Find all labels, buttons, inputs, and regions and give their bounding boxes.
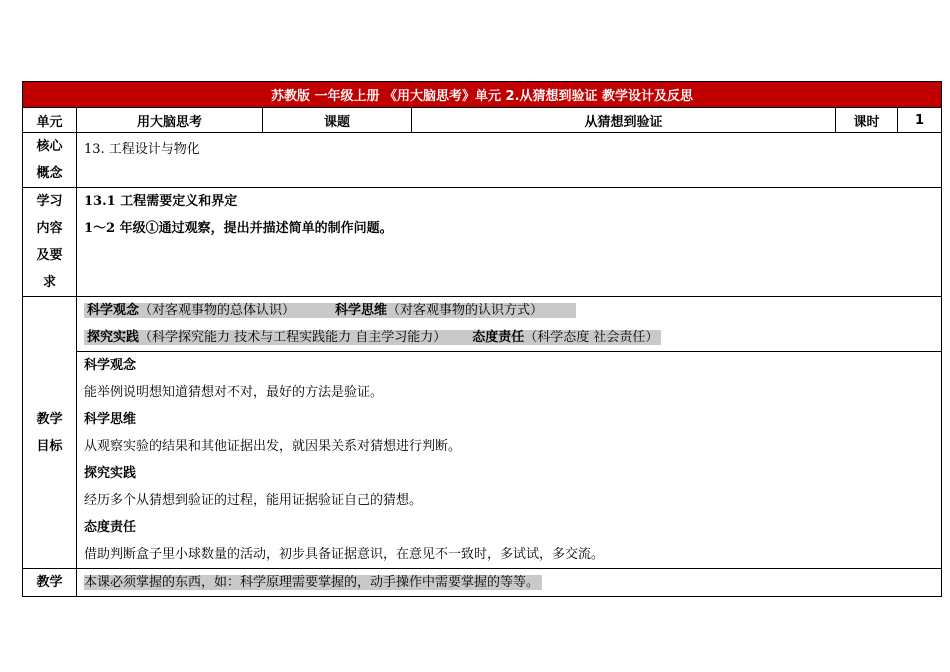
goals-summary-line-1: [84, 297, 941, 324]
core-concept-row: [23, 133, 942, 188]
period-value: 1: [898, 108, 942, 133]
goals-label: [23, 297, 77, 569]
goal-title-concept: 科学观念: [87, 303, 140, 318]
goals-summary-highlight: [84, 330, 661, 345]
learning-line-2: 1～2 年级①通过观察，提出并描述简单的制作问题。: [84, 221, 393, 236]
goal-text: 借助判断盒子里小球数量的活动，初步具备证据意识，在意见不一致时，多试试，多交流。: [84, 547, 605, 562]
goals-summary-highlight: [84, 303, 576, 318]
key-points-label: 教学: [23, 569, 77, 597]
goal-title-practice: 探究实践: [87, 330, 140, 345]
core-concept-label: [23, 133, 77, 188]
core-concept-value: 13. 工程设计与物化: [84, 142, 200, 157]
goal-note-concept: （对客观事物的总体认识）: [139, 303, 296, 318]
topic-value: 从猜想到验证: [412, 108, 836, 133]
lesson-plan-table: [22, 81, 942, 597]
goal-heading: 态度责任: [84, 520, 137, 535]
goals-summary-row: [23, 297, 942, 352]
learning-label-line: 求: [42, 275, 56, 290]
learning-label-line: 及要: [36, 248, 63, 263]
unit-label: 单元: [23, 108, 77, 133]
goal-heading: 科学思维: [84, 412, 137, 427]
goal-text: 能举例说明想知道猜想对不对，最好的方法是验证。: [84, 385, 384, 400]
learning-label: [23, 188, 77, 297]
topic-label: 课题: [263, 108, 412, 133]
goal-note-practice: （科学探究能力 技术与工程实践能力 自主学习能力）: [139, 330, 447, 345]
learning-row: [23, 188, 942, 297]
period-label: 课时: [836, 108, 898, 133]
header-row: [23, 108, 942, 133]
goal-text: 从观察实验的结果和其他证据出发，就因果关系对猜想进行判断。: [84, 439, 462, 454]
goals-label-line: 教学: [36, 411, 63, 427]
goals-detail-row: [23, 352, 942, 569]
key-points-value: 本课必须掌握的东西，如：科学原理需要掌握的，动手操作中需要掌握的等等。: [84, 575, 542, 590]
learning-line-1: 13.1 工程需要定义和界定: [84, 194, 238, 209]
goal-note-attitude: （科学态度 社会责任）: [524, 330, 659, 345]
goals-label-line: 目标: [36, 438, 63, 454]
goal-text: 经历多个从猜想到验证的过程，能用证据验证自己的猜想。: [84, 493, 423, 508]
learning-label-line: 内容: [36, 221, 63, 236]
goal-title-attitude: 态度责任: [472, 330, 525, 345]
document-title: 苏教版 一年级上册 《用大脑思考》单元 2.从猜想到验证 教学设计及反思: [23, 82, 942, 108]
learning-label-line: 学习: [36, 194, 63, 209]
core-concept-label-line: 核心: [36, 139, 63, 154]
goal-note-thinking: （对客观事物的认识方式）: [387, 303, 544, 318]
core-concept-label-line: 概念: [36, 166, 63, 181]
goal-heading: 探究实践: [84, 466, 137, 481]
goal-heading: 科学观念: [84, 358, 137, 373]
key-points-row: [23, 569, 942, 597]
goal-title-thinking: 科学思维: [335, 303, 388, 318]
title-row: [23, 82, 942, 108]
goals-summary-line-2: [84, 324, 941, 351]
unit-value: 用大脑思考: [77, 108, 263, 133]
